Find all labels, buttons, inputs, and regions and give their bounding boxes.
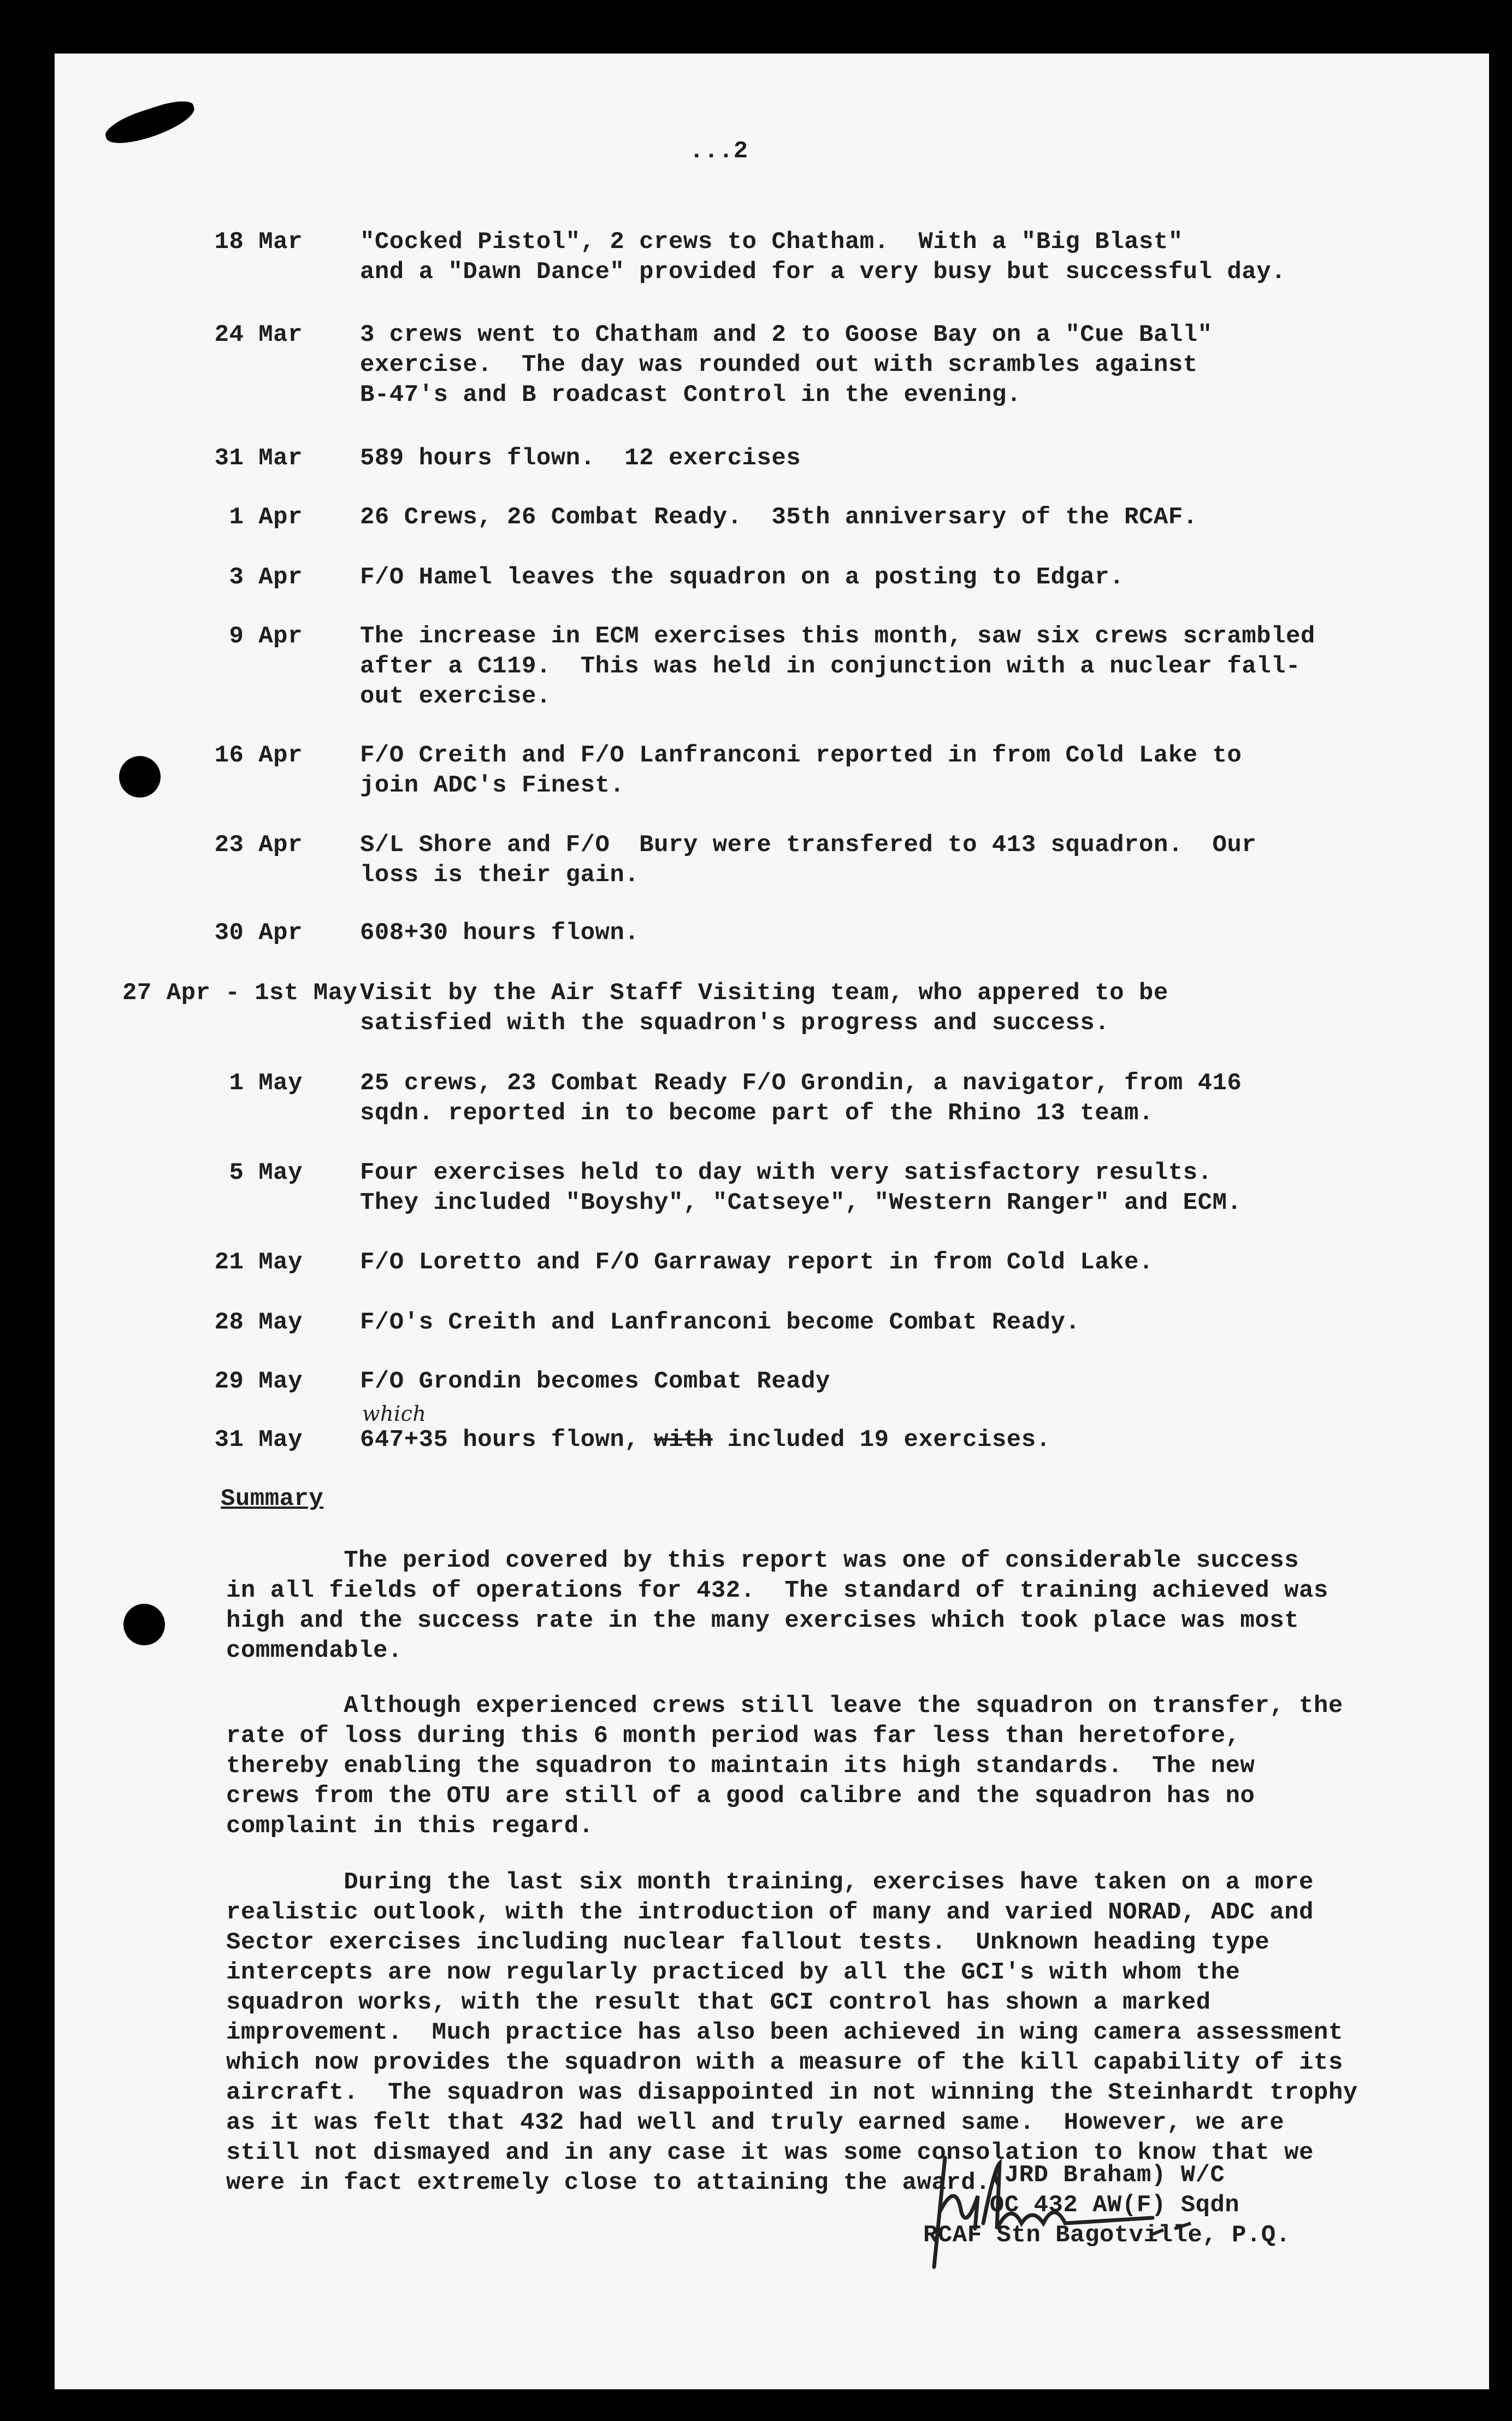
- entry-date: 27 Apr - 1st May: [122, 979, 358, 1007]
- entry-line: join ADC's Finest.: [360, 772, 625, 799]
- entry-text: [360, 227, 1286, 287]
- paragraph-line: squadron works, with the result that GCI control has shown a marked: [226, 1989, 1211, 2016]
- entry-line: satisfied with the squadron's progress and success.: [360, 1009, 1110, 1037]
- entry-line: Visit by the Air Staff Visiting team, who appered to be: [360, 979, 1168, 1007]
- page-number: ...2: [689, 138, 748, 165]
- paragraph-line: Although experienced crews still leave the squadron on transfer, the: [226, 1692, 1343, 1720]
- entry-text: [360, 563, 1124, 593]
- paragraph-line: rate of loss during this 6 month period was far less than heretofore,: [226, 1722, 1241, 1750]
- entry-line: 608+30 hours flown.: [360, 919, 640, 947]
- struck-word: with: [654, 1426, 713, 1454]
- paragraph-line: intercepts are now regularly practiced by all the GCI's with whom the: [226, 1959, 1241, 1986]
- paragraph-line: commendable.: [226, 1637, 403, 1664]
- entry-date: 23 Apr: [214, 831, 303, 859]
- entry-line: B-47's and B roadcast Control in the evening.: [360, 381, 1021, 409]
- punch-hole: [123, 1604, 165, 1645]
- entry-text: [360, 444, 801, 474]
- entry-date: 5 May: [229, 1159, 303, 1186]
- paragraph-line: in all fields of operations for 432. The standard of training achieved was: [226, 1577, 1328, 1604]
- entry-text: [360, 830, 1256, 890]
- paragraph-line: which now provides the squadron with a measure of the kill capability of its: [226, 2049, 1343, 2076]
- entry-line: out exercise.: [360, 683, 551, 710]
- entry-line: after a C119. This was held in conjunction with a nuclear fall-: [360, 653, 1301, 680]
- summary-heading: Summary: [221, 1485, 324, 1513]
- entry-line: F/O Loretto and F/O Garraway report in from Cold Lake.: [360, 1249, 1154, 1276]
- paragraph-line: crews from the OTU are still of a good calibre and the squadron has no: [226, 1782, 1255, 1810]
- entry-text: [360, 1402, 1051, 1455]
- entry-text: [360, 1308, 1080, 1338]
- entry-text: [360, 1367, 830, 1397]
- paragraph-line: improvement. Much practice has also been achieved in wing camera assessment: [226, 2019, 1343, 2046]
- entry-line: exercise. The day was rounded out with scrambles against: [360, 351, 1198, 379]
- entry-line: sqdn. reported in to become part of the Rhino 13 team.: [360, 1100, 1154, 1127]
- entry-text: [360, 1248, 1154, 1278]
- entry-text: [360, 978, 1168, 1038]
- entry-date: 9 Apr: [229, 623, 303, 650]
- entry-line: 3 crews went to Chatham and 2 to Goose Bay on a "Cue Ball": [360, 321, 1213, 349]
- paragraph-line: realistic outlook, with the introduction of many and varied NORAD, ADC and: [226, 1899, 1314, 1926]
- summary-paragraph: [226, 1691, 1343, 1841]
- entry-date: 31 Mar: [214, 445, 303, 472]
- entry-text: [360, 622, 1315, 712]
- entry-line: 26 Crews, 26 Combat Ready. 35th anniversary of the RCAF.: [360, 504, 1198, 531]
- paragraph-line: high and the success rate in the many exercises which took place was most: [226, 1607, 1300, 1634]
- entry-line: F/O's Creith and Lanfranconi become Combat Ready.: [360, 1309, 1080, 1336]
- entry-date: 16 Apr: [214, 742, 303, 769]
- handwritten-correction: which: [362, 1402, 427, 1426]
- paragraph-line: Sector exercises including nuclear fallout tests. Unknown heading type: [226, 1929, 1270, 1956]
- entry-line: Four exercises held to day with very satisfactory results.: [360, 1159, 1213, 1186]
- entry-line: S/L Shore and F/O Bury were transfered to 413 squadron. Our: [360, 831, 1257, 859]
- entry-text: [360, 320, 1212, 410]
- paragraph-line: aircraft. The squadron was disappointed in not winning the Steinhardt trophy: [226, 2079, 1358, 2106]
- entry-date: 31 May: [214, 1426, 303, 1454]
- entry-date: 1 May: [229, 1070, 303, 1097]
- paragraph-line: During the last six month training, exercises have taken on a more: [226, 1869, 1314, 1896]
- entry-line: F/O Grondin becomes Combat Ready: [360, 1368, 830, 1395]
- entry-date: 18 Mar: [214, 228, 303, 256]
- entry-line: "Cocked Pistol", 2 crews to Chatham. With a "Big Blast": [360, 228, 1183, 256]
- entry-line: loss is their gain.: [360, 861, 640, 889]
- entry-text: [360, 1068, 1242, 1129]
- entry-line: F/O Hamel leaves the squadron on a posting to Edgar.: [360, 564, 1125, 591]
- entry-date: 28 May: [214, 1309, 303, 1336]
- entry-line: 589 hours flown. 12 exercises: [360, 445, 801, 472]
- entry-date: 21 May: [214, 1249, 303, 1276]
- entry-text-before: 647+35 hours flown,: [360, 1426, 654, 1454]
- paragraph-line: still not dismayed and in any case it was some consolation to know that we: [226, 2139, 1314, 2166]
- paragraph-line: as it was felt that 432 had well and truly earned same. However, we are: [226, 2109, 1285, 2136]
- paragraph-line: The period covered by this report was one of considerable success: [226, 1547, 1300, 1574]
- paragraph-line: thereby enabling the squadron to maintain its high standards. The new: [226, 1752, 1255, 1780]
- entry-line: The increase in ECM exercises this month, saw six crews scrambled: [360, 623, 1315, 650]
- signature-station-line: RCAF Stn Bagotville, P.Q.: [923, 2222, 1291, 2249]
- entry-date: 3 Apr: [229, 564, 303, 591]
- entry-date: 30 Apr: [214, 919, 303, 947]
- entry-line: They included "Boyshy", "Catseye", "Western Ranger" and ECM.: [360, 1189, 1242, 1217]
- entry-text: [360, 503, 1198, 533]
- entry-text: [360, 1158, 1242, 1218]
- paragraph-line: complaint in this regard.: [226, 1812, 594, 1840]
- entry-line: 25 crews, 23 Combat Ready F/O Grondin, a navigator, from 416: [360, 1070, 1242, 1097]
- entry-text-after: included 19 exercises.: [712, 1426, 1051, 1454]
- signature-unit-line: OC 432 AW(F) Sqdn: [960, 2192, 1240, 2219]
- entry-date: 1 Apr: [229, 504, 303, 531]
- entry-text: [360, 741, 1242, 801]
- signature-name-line: (JRD Braham) W/C: [960, 2162, 1225, 2189]
- entry-line: and a "Dawn Dance" provided for a very busy but successful day.: [360, 258, 1286, 286]
- paragraph-line: were in fact extremely close to attaining the award.: [226, 2169, 991, 2196]
- entry-date: 29 May: [214, 1368, 303, 1395]
- entry-date: 24 Mar: [214, 321, 303, 349]
- entry-line: F/O Creith and F/O Lanfranconi reported in from Cold Lake to: [360, 742, 1242, 769]
- entry-text: [360, 918, 639, 948]
- signature-block: [923, 2160, 1291, 2281]
- summary-paragraph: [226, 1546, 1328, 1666]
